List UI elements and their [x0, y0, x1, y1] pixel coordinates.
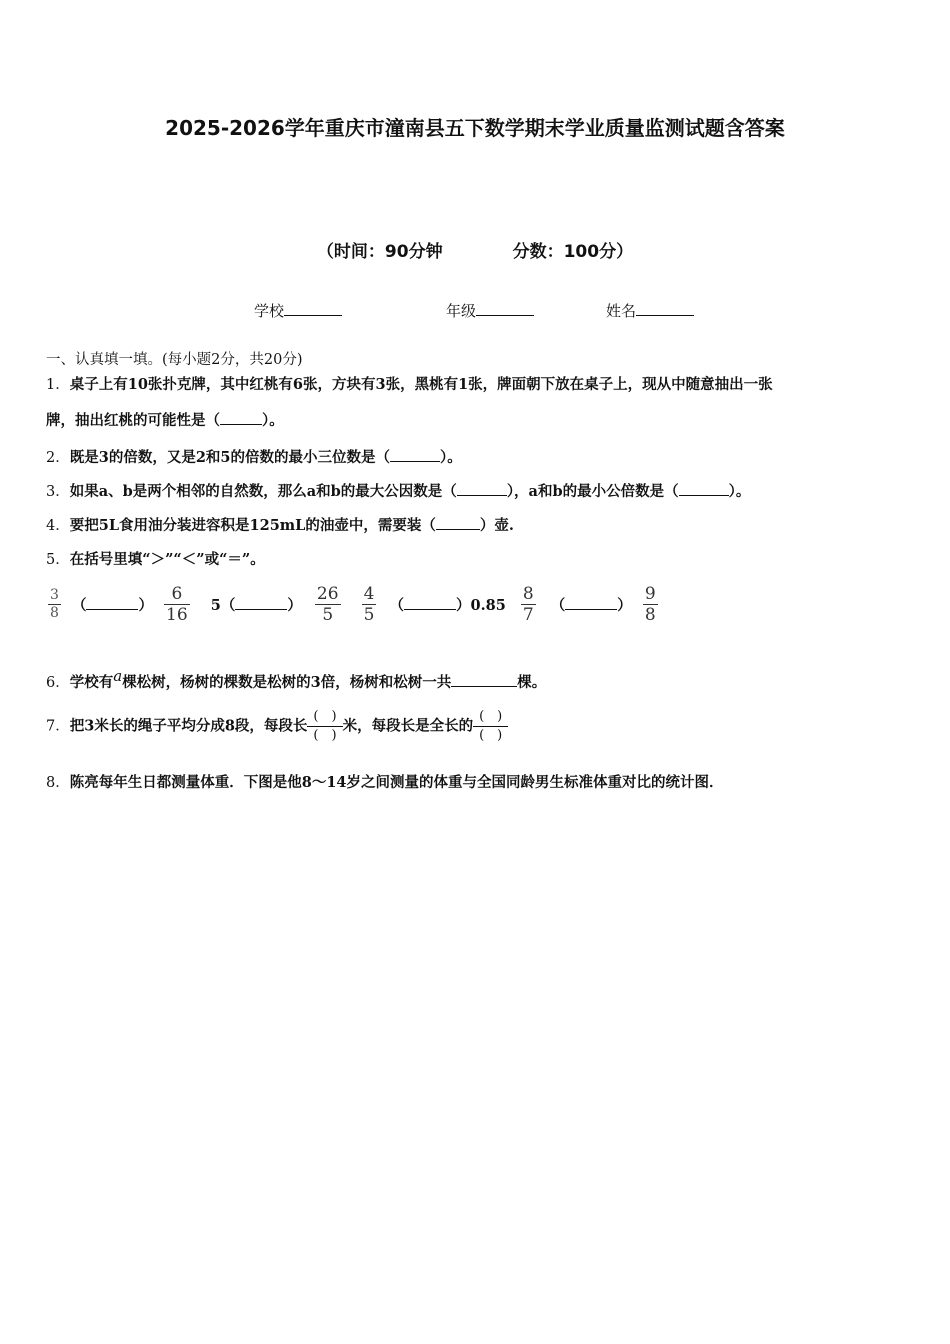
compare-blank[interactable]	[86, 595, 138, 610]
answer-blank[interactable]	[451, 672, 517, 687]
section-heading: 一、认真填一填。(每小题2分，共20分)	[46, 352, 303, 368]
document-title: 2025-2026学年重庆市潼南县五下数学期末学业质量监测试题含答案	[165, 116, 785, 140]
question-1: 1．桌子上有10张扑克牌，其中红桃有6张，方块有3张，黑桃有1张，牌面朝下放在桌子上，现从中随意抽出一张 牌，抽出红桃的可能性是（ ）。	[46, 376, 773, 429]
fraction-8-7: $\frac{8}{7}$	[522, 584, 534, 625]
fraction-26-5: $\frac{26}{5}$	[316, 584, 339, 625]
fraction-blank-ratio[interactable]: ( ) ( )	[473, 708, 508, 745]
question-7: 7．把3米长的绳子平均分成8段，每段长 ( ) ( ) 米，每段长是全长的 ( ) ( )	[46, 708, 906, 745]
compare-blank[interactable]	[235, 595, 287, 610]
answer-blank[interactable]	[390, 447, 440, 462]
fraction-blank-length[interactable]: ( ) ( )	[307, 708, 342, 745]
fraction-6-16: $\frac{6}{16}$	[166, 584, 188, 625]
question-4: 4．要把5L食用油分装进容积是125mL的油壶中，需要装（ ）壶.	[46, 517, 514, 534]
comparison-row: $\frac{3}{8}$ （ ） $\frac{6}{16}$ 5（ ） $\frac{26}{5}$ $\frac{4}{5}$ （ ）0.85 $\frac{8}{7}$ （ ） $\frac{9}{8}$	[50, 584, 656, 625]
fraction-3-8: $\frac{3}{8}$	[50, 587, 59, 621]
grade-field[interactable]: 年级	[446, 300, 534, 321]
answer-blank[interactable]	[679, 481, 729, 496]
compare-blank[interactable]	[565, 595, 617, 610]
fraction-9-8: $\frac{9}{8}$	[644, 584, 656, 625]
question-5: 5．在括号里填“＞”“＜”或“＝”。	[46, 551, 265, 568]
question-3: 3．如果a、b是两个相邻的自然数，那么a和b的最大公因数是（ ），a和b的最小公倍数是（ ）。	[46, 483, 751, 500]
number-5: 5	[210, 597, 221, 614]
school-field[interactable]: 学校	[254, 300, 342, 321]
question-6: 6．学校有a棵松树，杨树的棵数是松树的3倍，杨树和松树一共 棵。	[46, 667, 547, 691]
compare-blank[interactable]	[404, 595, 456, 610]
time-label: （时间：90分钟	[316, 242, 443, 262]
fraction-4-5: $\frac{4}{5}$	[363, 584, 375, 625]
answer-blank[interactable]	[457, 481, 507, 496]
variable-a: a	[113, 667, 123, 685]
question-8: 8．陈亮每年生日都测量体重．下图是他8～14岁之间测量的体重与全国同龄男生标准体重对比的统计图．	[46, 774, 724, 791]
decimal-value: 0.85	[470, 597, 506, 614]
exam-meta	[0, 237, 950, 262]
name-field[interactable]: 姓名	[606, 300, 694, 321]
question-2: 2．既是3的倍数，又是2和5的倍数的最小三位数是（ ）。	[46, 449, 462, 466]
answer-blank[interactable]	[436, 515, 480, 530]
score-label: 分数：100分）	[512, 242, 634, 262]
answer-blank[interactable]	[220, 410, 262, 425]
